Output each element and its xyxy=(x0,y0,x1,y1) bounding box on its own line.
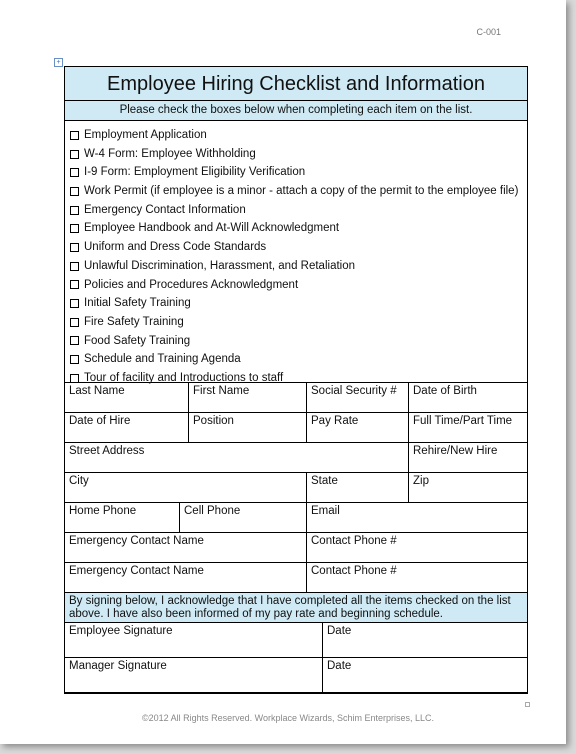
emergency-row-1 xyxy=(65,533,527,563)
checklist-item xyxy=(70,332,527,351)
full-part-time-field[interactable]: Full Time/Part Time xyxy=(413,415,513,427)
ssn-field[interactable]: Social Security # xyxy=(307,383,409,412)
email-field[interactable]: Email xyxy=(311,505,340,517)
home-phone-field[interactable]: Home Phone xyxy=(65,503,180,532)
street-address-field[interactable]: Street Address xyxy=(65,443,409,472)
last-name-field[interactable]: Last Name xyxy=(65,383,189,412)
cell-phone-field[interactable]: Cell Phone xyxy=(180,503,307,532)
position-field[interactable]: Position xyxy=(189,413,307,442)
checklist-item-label: Employee Handbook and At-Will Acknowledgment xyxy=(84,222,340,235)
checkbox-icon[interactable] xyxy=(70,224,79,233)
checkbox-icon[interactable] xyxy=(70,318,79,327)
acknowledgment-text: By signing below, I acknowledge that I have completed all the items checked on the list above. I have also been informed of my pay rate and beginning schedule. xyxy=(65,593,527,623)
checklist-item xyxy=(70,350,527,369)
checklist-item-label: Work Permit (if employee is a minor - attach a copy of the permit to the employee file) xyxy=(84,185,519,198)
checklist-item-label: Employment Application xyxy=(84,129,207,141)
checklist xyxy=(65,121,527,383)
checklist-item xyxy=(70,145,527,164)
checklist-item xyxy=(70,294,527,313)
checklist-item-label: Policies and Procedures Acknowledgment xyxy=(84,278,299,291)
checklist-item xyxy=(70,163,527,182)
document-code: C-001 xyxy=(476,27,501,37)
table-move-handle-icon[interactable]: + xyxy=(54,58,63,67)
checklist-item xyxy=(70,238,527,257)
rehire-new-hire-field[interactable]: Rehire/New Hire xyxy=(413,445,498,457)
employee-signature-date-field[interactable]: Date xyxy=(327,625,352,637)
hire-row xyxy=(65,413,527,443)
city-row xyxy=(65,473,527,503)
pay-rate-field[interactable]: Pay Rate xyxy=(307,413,409,442)
contact-phone-field[interactable]: Contact Phone # xyxy=(311,535,397,547)
checkbox-icon[interactable] xyxy=(70,262,79,271)
checklist-item-label: Unlawful Discrimination, Harassment, and Retaliation xyxy=(84,259,356,272)
address-row xyxy=(65,443,527,473)
manager-signature-field[interactable]: Manager Signature xyxy=(65,658,323,692)
phone-row xyxy=(65,503,527,533)
city-field[interactable]: City xyxy=(65,473,307,502)
checkbox-icon[interactable] xyxy=(70,243,79,252)
checkbox-icon[interactable] xyxy=(70,280,79,289)
hiring-form xyxy=(64,66,528,694)
table-resize-handle[interactable] xyxy=(525,702,530,707)
first-name-field[interactable]: First Name xyxy=(189,383,307,412)
checklist-item-label: Food Safety Training xyxy=(84,334,191,347)
checklist-item xyxy=(70,219,527,238)
dob-field[interactable]: Date of Birth xyxy=(413,385,477,397)
checklist-item-label: Tour of facility and Introductions to staff xyxy=(84,371,284,384)
date-of-hire-field[interactable]: Date of Hire xyxy=(65,413,189,442)
manager-signature-date-field[interactable]: Date xyxy=(327,660,352,672)
checkbox-icon[interactable] xyxy=(70,206,79,215)
checkbox-icon[interactable] xyxy=(70,187,79,196)
form-title: Employee Hiring Checklist and Information xyxy=(65,67,527,101)
checkbox-icon[interactable] xyxy=(70,150,79,159)
employee-signature-field[interactable]: Employee Signature xyxy=(65,623,323,657)
name-row xyxy=(65,383,527,413)
checklist-item xyxy=(70,126,527,145)
form-subtitle: Please check the boxes below when completing each item on the list. xyxy=(65,101,527,121)
zip-field[interactable]: Zip xyxy=(413,475,429,487)
checklist-item-label: I-9 Form: Employment Eligibility Verification xyxy=(84,166,306,179)
checklist-item xyxy=(70,257,527,276)
checklist-item xyxy=(70,276,527,295)
checkbox-icon[interactable] xyxy=(70,131,79,140)
checkbox-icon[interactable] xyxy=(70,374,79,383)
manager-signature-row xyxy=(65,658,527,694)
checklist-item-label: Fire Safety Training xyxy=(84,315,184,328)
checkbox-icon[interactable] xyxy=(70,336,79,345)
checkbox-icon[interactable] xyxy=(70,168,79,177)
state-field[interactable]: State xyxy=(307,473,409,502)
checklist-item-label: W-4 Form: Employee Withholding xyxy=(84,147,256,160)
checkbox-icon[interactable] xyxy=(70,355,79,364)
checklist-item-label: Initial Safety Training xyxy=(84,297,191,310)
checklist-item-label: Schedule and Training Agenda xyxy=(84,353,241,366)
checklist-item xyxy=(70,313,527,332)
checklist-item xyxy=(70,182,527,201)
checklist-item-label: Emergency Contact Information xyxy=(84,203,246,216)
emergency-row-2 xyxy=(65,563,527,593)
copyright-footer: ©2012 All Rights Reserved. Workplace Wizards, Schim Enterprises, LLC. xyxy=(141,713,435,723)
checklist-item-label: Uniform and Dress Code Standards xyxy=(84,241,267,254)
contact-phone-field[interactable]: Contact Phone # xyxy=(311,565,397,577)
emergency-contact-name-field[interactable]: Emergency Contact Name xyxy=(65,563,307,592)
checklist-item xyxy=(70,201,527,220)
employee-signature-row xyxy=(65,623,527,658)
emergency-contact-name-field[interactable]: Emergency Contact Name xyxy=(65,533,307,562)
checkbox-icon[interactable] xyxy=(70,299,79,308)
